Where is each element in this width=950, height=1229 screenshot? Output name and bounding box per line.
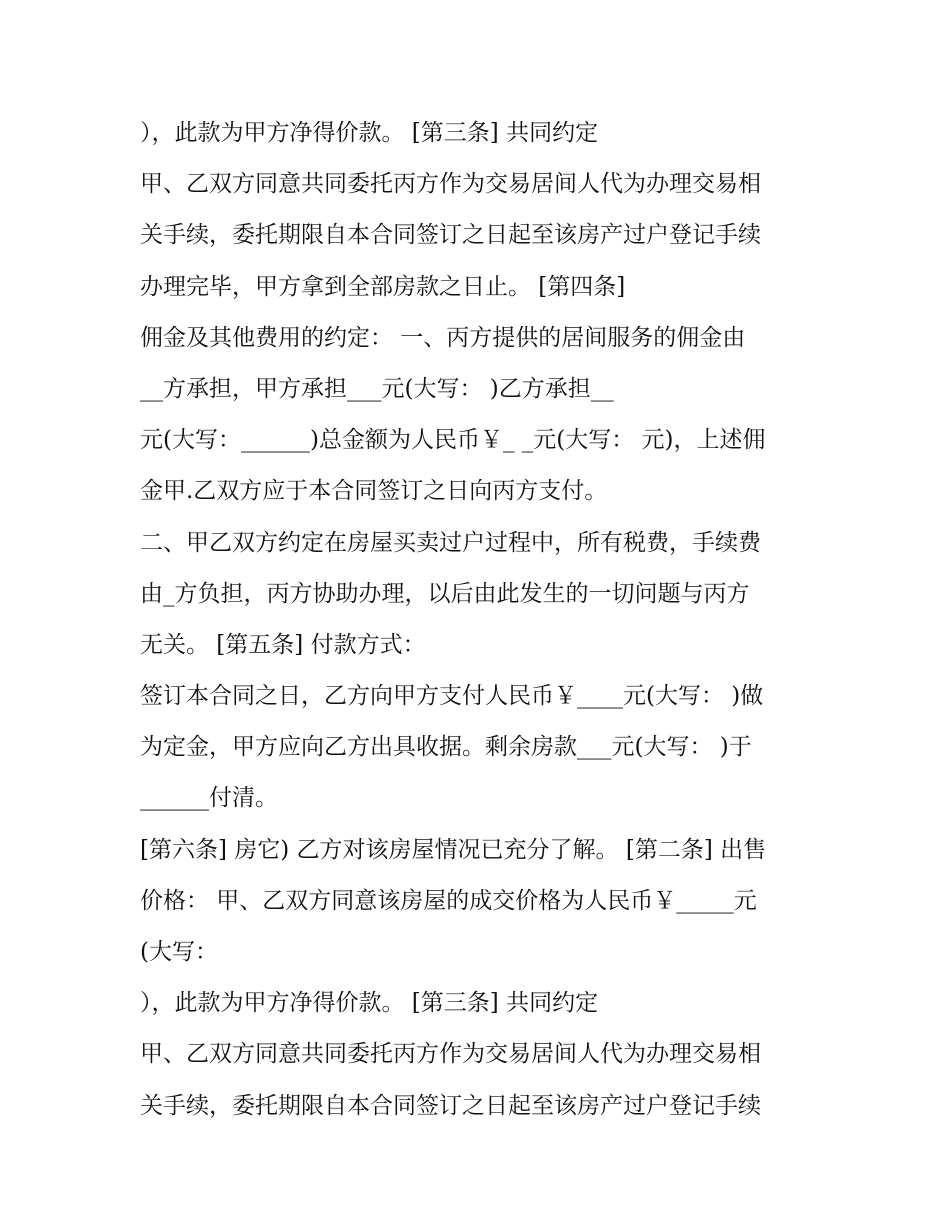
text-line: 关手续，委托期限自本合同签订之日起至该房产过户登记手续 <box>140 1092 761 1119</box>
contract-text-body <box>140 108 830 1132</box>
text-line: 签订本合同之日，乙方向甲方支付人民币￥____元(大写： )做 <box>140 683 764 710</box>
text-line: 甲、乙双方同意共同委托丙方作为交易居间人代为办理交易相 <box>140 171 761 198</box>
text-line: __方承担，甲方承担___元(大写： )乙方承担__ <box>140 375 614 402</box>
text-line: [第六条] 房它) 乙方对该房屋情况已充分了解。 [第二条] 出售 <box>140 836 767 863</box>
text-line: 二、甲乙双方约定在房屋买卖过户过程中，所有税费，手续费 <box>140 529 761 556</box>
text-line: ______付清。 <box>140 785 278 812</box>
text-line: 为定金，甲方应向乙方出具收据。剩余房款___元(大写： )于 <box>140 734 752 761</box>
text-line: 金甲.乙双方应于本合同签订之日向丙方支付。 <box>140 478 608 505</box>
text-line: 由_方负担，丙方协助办理，以后由此发生的一切问题与丙方 <box>140 580 750 607</box>
text-line: ），此款为甲方净得价款。 [第三条] 共同约定 <box>140 120 599 146</box>
text-line: 元(大写：______)总金额为人民币￥_ _元(大写： 元)，上述佣 <box>140 427 766 454</box>
text-line: 无关。 [第五条] 付款方式： <box>140 631 426 658</box>
text-line: 办理完毕，甲方拿到全部房款之日止。 [第四条] <box>140 273 626 300</box>
text-line: 价格： 甲、乙双方同意该房屋的成交价格为人民币￥_____元 <box>140 887 757 914</box>
text-line: ），此款为甲方净得价款。 [第三条] 共同约定 <box>140 990 599 1017</box>
text-line: 甲、乙双方同意共同委托丙方作为交易居间人代为办理交易相 <box>140 1041 761 1068</box>
text-line: 佣金及其他费用的约定： 一、丙方提供的居间服务的佣金由 <box>140 324 746 351</box>
text-line: (大写： <box>140 939 218 965</box>
text-line: 关手续，委托期限自本合同签订之日起至该房产过户登记手续 <box>140 222 761 249</box>
